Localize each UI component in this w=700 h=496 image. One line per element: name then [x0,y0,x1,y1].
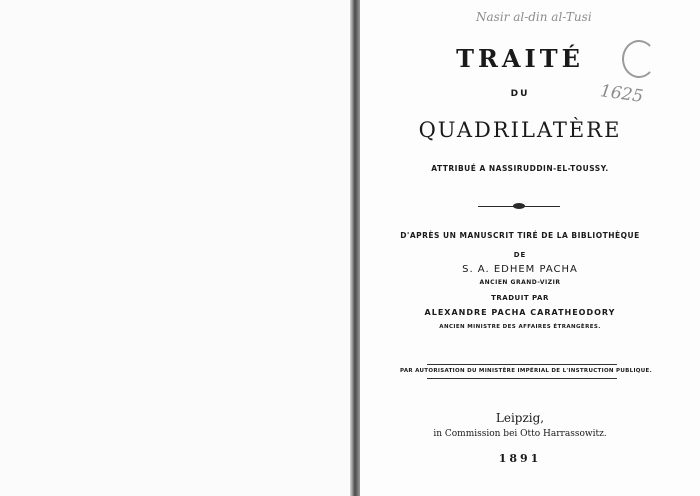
authorization-rule-bottom [427,378,617,379]
translated-by-label: TRADUIT PAR [491,294,549,302]
book-title: TRAITÉ [456,44,584,73]
authorization-rule-top [427,364,617,365]
translator-name: ALEXANDRE PACHA CARATHEODORY [424,308,616,317]
publication-place: Leipzig, [495,411,545,425]
book-gutter [350,0,360,496]
source-line: D'APRÈS UN MANUSCRIT TIRÉ DE LA BIBLIOTHÈQUE [400,231,640,240]
source-connector: DE [513,251,527,259]
title-connector: DU [510,89,530,99]
library-owner: S. A. EDHEM PACHA [462,264,578,275]
translator-title: ANCIEN MINISTRE DES AFFAIRES ÉTRANGÈRES. [439,324,601,330]
ornament-center [513,203,525,209]
attribution-line: ATTRIBUÉ A NASSIRUDDIN-EL-TOUSSY. [431,164,609,173]
book-subtitle: QUADRILATÈRE [418,118,622,142]
handwritten-shelf-number: 1625 [598,81,645,107]
authorization-note: PAR AUTORISATION DU MINISTÈRE IMPÉRIAL DE L'INSTRUCTION PUBLIQUE. [400,368,652,374]
library-owner-title: ANCIEN GRAND-VIZIR [479,279,561,286]
publisher-line: in Commission bei Otto Harrassowitz. [433,429,607,439]
publication-year: 1891 [498,452,542,465]
handwritten-note: Nasir al-din al-Tusi [476,10,592,24]
